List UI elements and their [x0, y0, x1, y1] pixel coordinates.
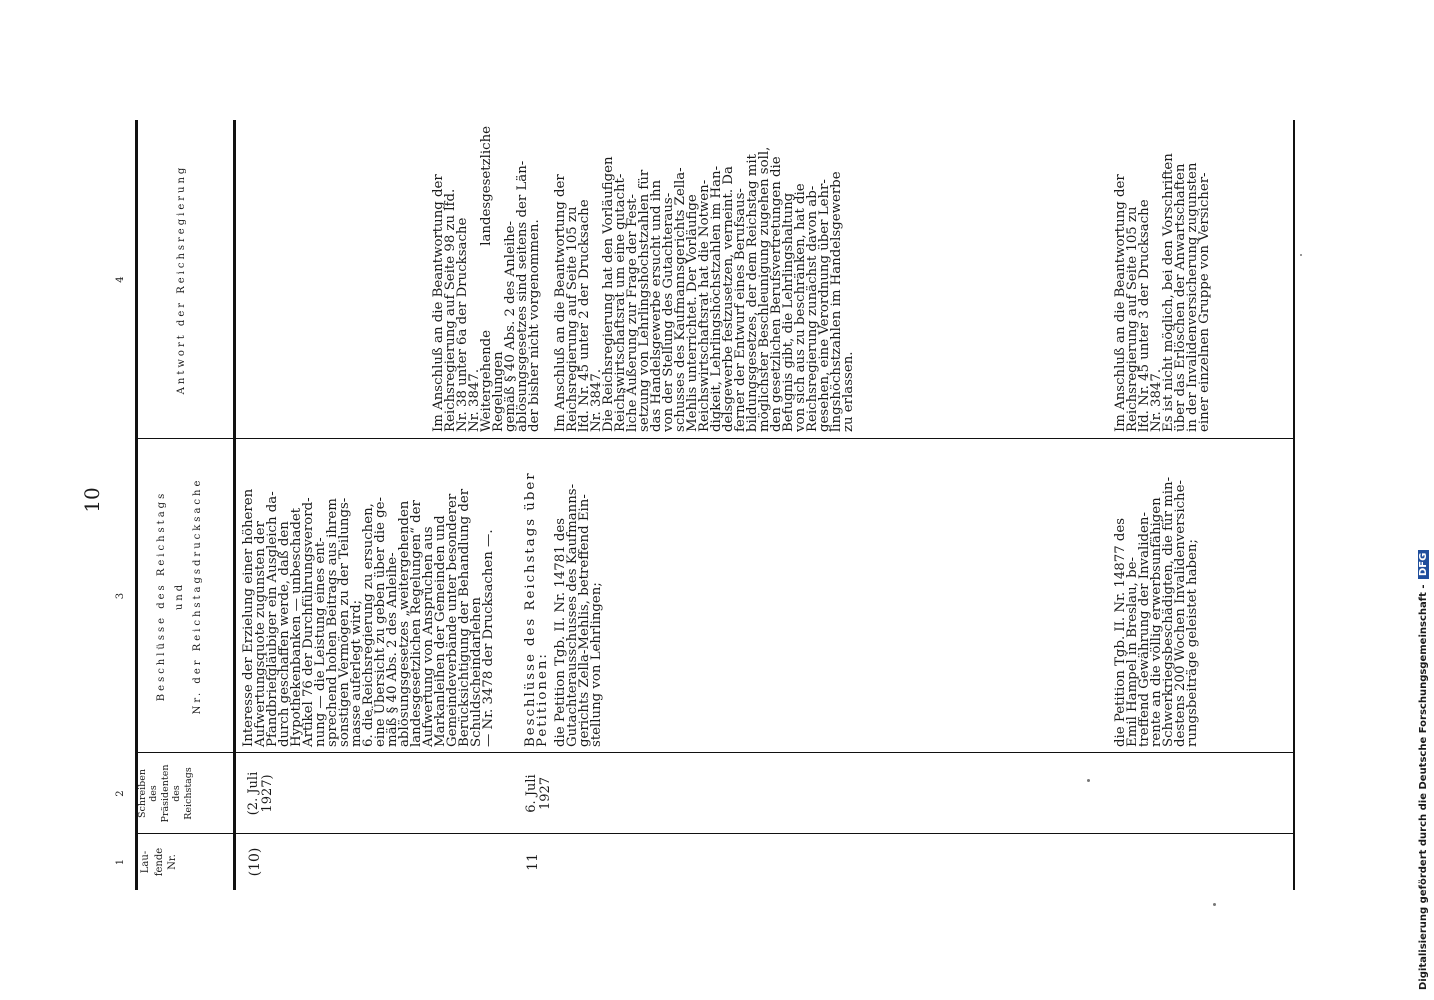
header-bottom-rule [233, 120, 236, 890]
row-10-antwort: Im Anschluß an die Beantwortung der Reichsregierung auf Seite 98 zu lfd. Nr. 38 unter 6a der Drucksache Nr. 3847. Weitergehende landesgesetzliche Regelungen gemäß § 40 Abs. 2 des Anleihe- ablösungsgesetzes sind seitens der Län- der bisher nicht vorgenommen. [431, 126, 542, 432]
scan-speck [1213, 903, 1216, 906]
column-number-3: 3 [115, 592, 126, 600]
scan-speck [1300, 254, 1302, 256]
column-rule-3 [135, 438, 1295, 439]
row-11-antwort-a: Im Anschluß an die Beantwortung der Reichsregierung auf Seite 105 zu lfd. Nr. 45 unter 2 der Drucksache Nr. 3847. Die Reichsregierung hat den Vorläufigen Reichswirtschaftsrat um eine gutacht- liche Äußerung zur Frage der Fest- setzung von Lehrlingshöchstzahlen für das Handelsgewerbe ersucht und ihn von der Stellung des Gutachteraus- schusses des Kaufmannsgerichts Zella- Mehlis unterrichtet. Der Vorläufige Reichswirtschaftsrat hat die Notwen- digkeit, Lehrlingshöchstzahlen im Han- delsgewerbe festzusetzen, verneint. Da ferner der Entwurf eines Berufsaus- bildungsgesetzes, der dem Reichstag mit möglichster Beschleunigung zugehen soll, den gesetzlichen Berufsvertretungen die Befugnis gibt, die Lehrlingshaltung von sich aus zu beschränken, hat die Reichsregierung zunächst davon ab- gesehen, eine Verordnung über Lehr- lingshöchstzahlen im Handelsgewerbe zu erlassen. [553, 146, 856, 432]
column-header-laufende-nr: Lau- fende Nr. [140, 847, 178, 877]
column-number-4: 4 [115, 276, 126, 283]
column-rule-1 [135, 833, 1295, 834]
row-11-date: 6. Juli 1927 [524, 774, 553, 813]
dfg-logo: DFG [1418, 550, 1429, 579]
row-10-beschluss: Interesse der Erzielung einer höheren Aufwertungsquote zugunsten der Pfandbriefgläubiger ein Ausgleich da- durch geschaffen werde, daß den Hypothekenbanken — unbeschadet Artikel 76 der Durchführungsverord- nung — die Leistung eines ent- sprechend hohen Beitrags aus ihrem sonstigen Vermögen zu der Teilungs- masse auferlegt wird; 6. die Reichsregierung zu ersuchen, eine Übersicht zu geben über die ge- mäß § 40 Abs. 2 des Anleihe- ablösungsgesetzes „weitergehenden landesgesetzlichen Regelungen“ der Aufwertung von Ansprüchen aus Markanleihen der Gemeinden und Gemeindeverbände unter besonderer Berücksichtigung der Behandlung der Schuldscheindarlehen — Nr. 3478 der Drucksachen —. [241, 488, 496, 747]
column-header-schreiben: Schreiben des Präsidenten des Reichstags [137, 764, 194, 823]
column-rule-2 [135, 752, 1295, 753]
row-11-beschluss-heading: Beschlüsse des Reichstags über Petitionen: [523, 471, 550, 747]
row-11-beschluss-b: die Petition Tgb. II. Nr. 14877 des Emil Hampel in Breslau, be- treffend Gewährung der Invaliden- rente an die völlig erwerbsunfähigen Schwerkriegsbeschädigten, die für min- destens 200 Wochen Invalidenversiche- rungsbeiträge geleistet haben; [1113, 476, 1200, 747]
petition-table [115, 120, 1295, 890]
page-number: 10 [80, 487, 104, 513]
digitization-credit [1418, 10, 1432, 990]
row-11-number: 11 [525, 853, 541, 871]
column-number-1: 1 [115, 858, 126, 866]
row-11-antwort-b: Im Anschluß an die Beantwortung der Reichsregierung auf Seite 105 zu lfd. Nr. 45 unter 3 der Drucksache Nr. 3847. Es ist nicht möglich, bei den Vorschriften über das Erlöschen der Anwartschaften in der Invalidenversicherung zugunsten einer einzelnen Gruppe von Versicher- [1113, 153, 1212, 432]
row-10-date: (2. Juli 1927) [246, 771, 275, 816]
column-header-beschluesse: Beschlüsse des Reichstags und Nr. der Reichstagsdrucksache [156, 477, 203, 715]
table-bottom-rule [1293, 120, 1295, 890]
row-10-number: (10) [247, 847, 263, 877]
row-11-beschluss-a: die Petition Tgb. II. Nr. 14781 des Gutachterausschusses des Kaufmanns- gerichts Zella-Mehlis, betreffend Ein- stellung von Lehrlingen; [553, 483, 604, 747]
column-header-antwort: Antwort der Reichsregierung [176, 164, 187, 395]
column-number-2: 2 [115, 790, 126, 797]
scan-speck [1087, 779, 1090, 782]
credit-text: Digitalisierung gefördert durch die Deutsche Forschungsgemeinschaft - [1418, 584, 1429, 990]
